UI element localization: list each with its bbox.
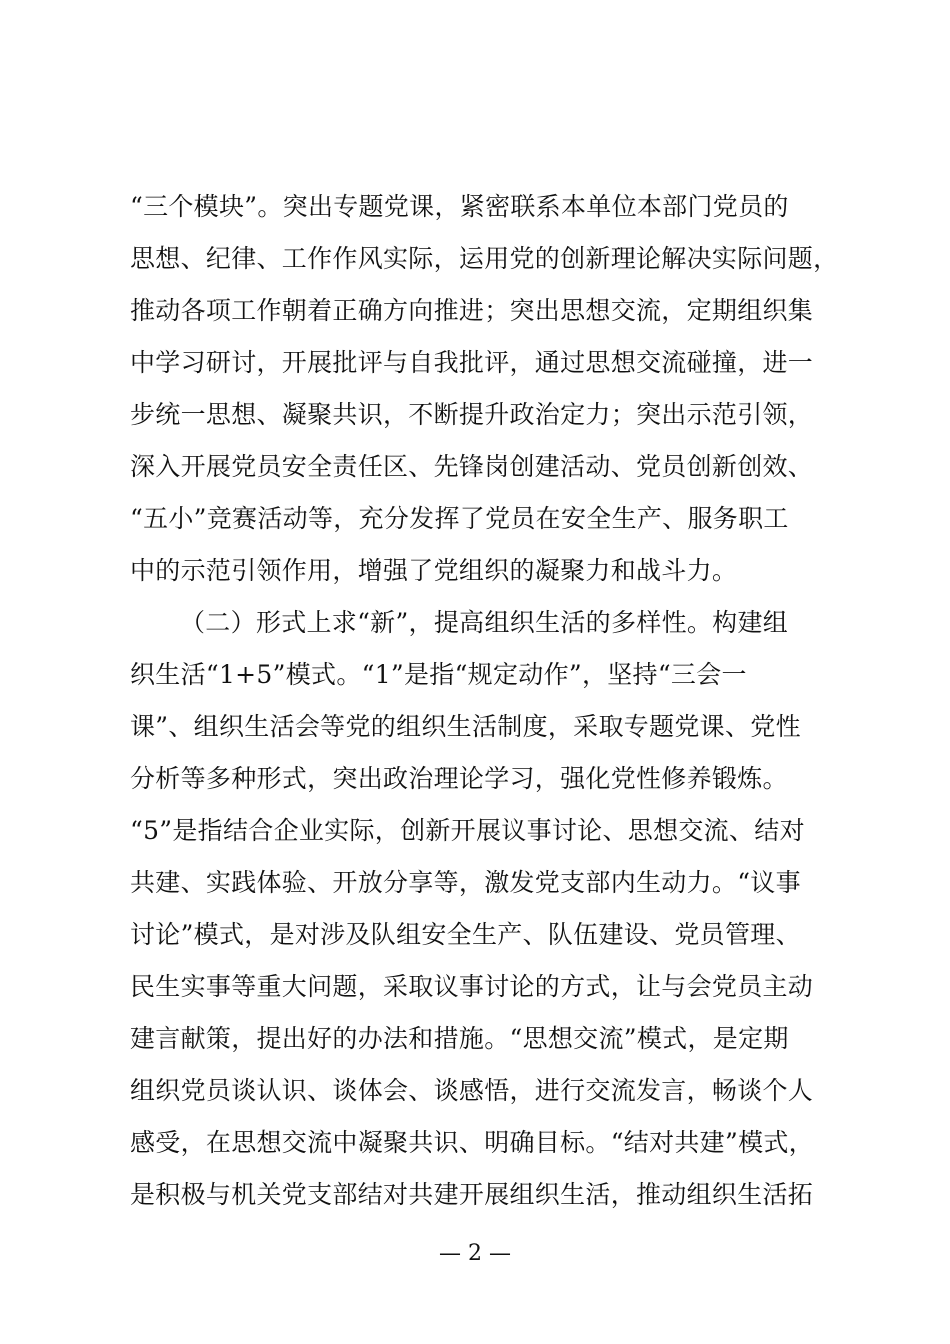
text-line: （二）形式上求“新”，提高组织生活的多样性。构建组 xyxy=(180,608,789,637)
text-line: “五小”竞赛活动等，充分发挥了党员在安全生产、服务职工 xyxy=(130,504,789,533)
text-line: 分析等多种形式，突出政治理论学习，强化党性修养锻炼。 xyxy=(130,764,788,793)
text-line: 共建、实践体验、开放分享等，激发党支部内生动力。“议事 xyxy=(130,868,801,897)
text-line: 中学习研讨，开展批评与自我批评，通过思想交流碰撞，进一 xyxy=(130,348,814,377)
text-line: 中的示范引领作用，增强了党组织的凝聚力和战斗力。 xyxy=(130,556,738,585)
body-text xyxy=(130,181,850,1221)
text-line: 感受，在思想交流中凝聚共识、明确目标。“结对共建”模式， xyxy=(130,1128,814,1157)
text-line: 建言献策，提出好的办法和措施。“思想交流”模式，是定期 xyxy=(130,1024,789,1053)
text-line: 深入开展党员安全责任区、先锋岗创建活动、党员创新创效、 xyxy=(130,452,814,481)
text-line: 讨论”模式，是对涉及队组安全生产、队伍建设、党员管理、 xyxy=(130,920,801,949)
text-line: “5”是指结合企业实际，创新开展议事讨论、思想交流、结对 xyxy=(130,816,805,845)
text-line: 民生实事等重大问题，采取议事讨论的方式，让与会党员主动 xyxy=(130,972,814,1001)
text-line: 组织党员谈认识、谈体会、谈感悟，进行交流发言，畅谈个人 xyxy=(130,1076,814,1105)
text-line: 推动各项工作朝着正确方向推进；突出思想交流，定期组织集 xyxy=(130,296,814,325)
page-number: — 2 — xyxy=(439,1241,511,1266)
text-line: 课”、组织生活会等党的组织生活制度，采取专题党课、党性 xyxy=(130,712,801,741)
text-line: 是积极与机关党支部结对共建开展组织生活，推动组织生活拓 xyxy=(130,1180,814,1209)
text-line: “三个模块”。突出专题党课，紧密联系本单位本部门党员的 xyxy=(130,192,789,221)
text-line: 织生活“1+5”模式。“1”是指“规定动作”，坚持“三会一 xyxy=(130,660,747,689)
text-line: 思想、纪律、工作作风实际，运用党的创新理论解决实际问题， xyxy=(130,244,839,273)
text-line: 步统一思想、凝聚共识，不断提升政治定力；突出示范引领， xyxy=(130,400,814,429)
